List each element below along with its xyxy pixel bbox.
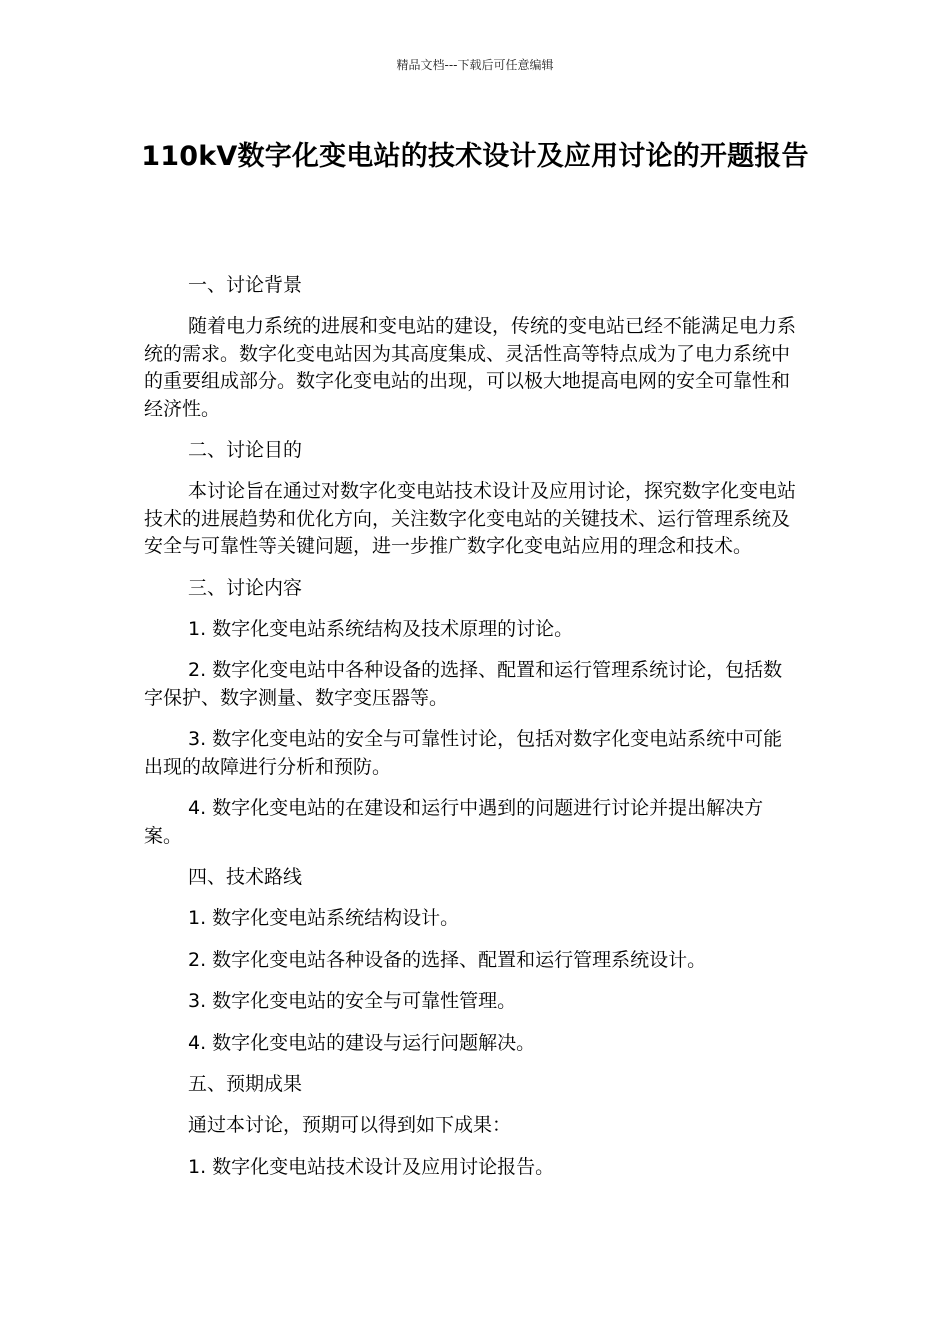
content-item: 3. 数字化变电站的安全与可靠性讨论，包括对数字化变电站系统中可能出现的故障进行分析和预防。 [144, 728, 783, 778]
paragraph-purpose: 本讨论旨在通过对数字化变电站技术设计及应用讨论，探究数字化变电站技术的进展趋势和优化方向，关注数字化变电站的关键技术、运行管理系统及安全与可靠性等关键问题，进一步推广数字化变电站应用的理念和技术。 [144, 480, 797, 558]
content-item: 1. 数字化变电站系统结构及技术原理的讨论。 [188, 618, 574, 641]
section-heading-route: 四、技术路线 [188, 865, 303, 888]
paragraph-background: 随着电力系统的进展和变电站的建设，传统的变电站已经不能满足电力系统的需求。数字化变电站因为其高度集成、灵活性高等特点成为了电力系统中的重要组成部分。数字化变电站的出现，可以极大地提高电网的安全可靠性和经济性。 [144, 315, 797, 420]
section-heading-background: 一、讨论背景 [188, 274, 303, 296]
header-note: 精品文档---下载后可任意编辑 [396, 58, 554, 72]
section-heading-purpose: 二、讨论目的 [188, 439, 303, 462]
route-item: 2. 数字化变电站各种设备的选择、配置和运行管理系统设计。 [188, 948, 707, 971]
outcomes-intro: 通过本讨论，预期可以得到如下成果： [188, 1114, 512, 1137]
route-item: 3. 数字化变电站的安全与可靠性管理。 [188, 990, 517, 1013]
content-item: 2. 数字化变电站中各种设备的选择、配置和运行管理系统讨论，包括数字保护、数字测量、数字变压器等。 [144, 659, 783, 709]
outcome-item: 1. 数字化变电站技术设计及应用讨论报告。 [188, 1155, 555, 1178]
document-body [144, 272, 796, 1195]
route-item: 1. 数字化变电站系统结构设计。 [188, 907, 460, 930]
section-heading-content: 三、讨论内容 [188, 576, 303, 599]
section-heading-outcomes: 五、预期成果 [188, 1072, 303, 1095]
route-item: 4. 数字化变电站的建设与运行问题解决。 [188, 1031, 536, 1054]
document-title: 110kV数字化变电站的技术设计及应用讨论的开题报告 [141, 141, 809, 172]
content-item: 4. 数字化变电站的在建设和运行中遇到的问题进行讨论并提出解决方案。 [144, 797, 764, 847]
